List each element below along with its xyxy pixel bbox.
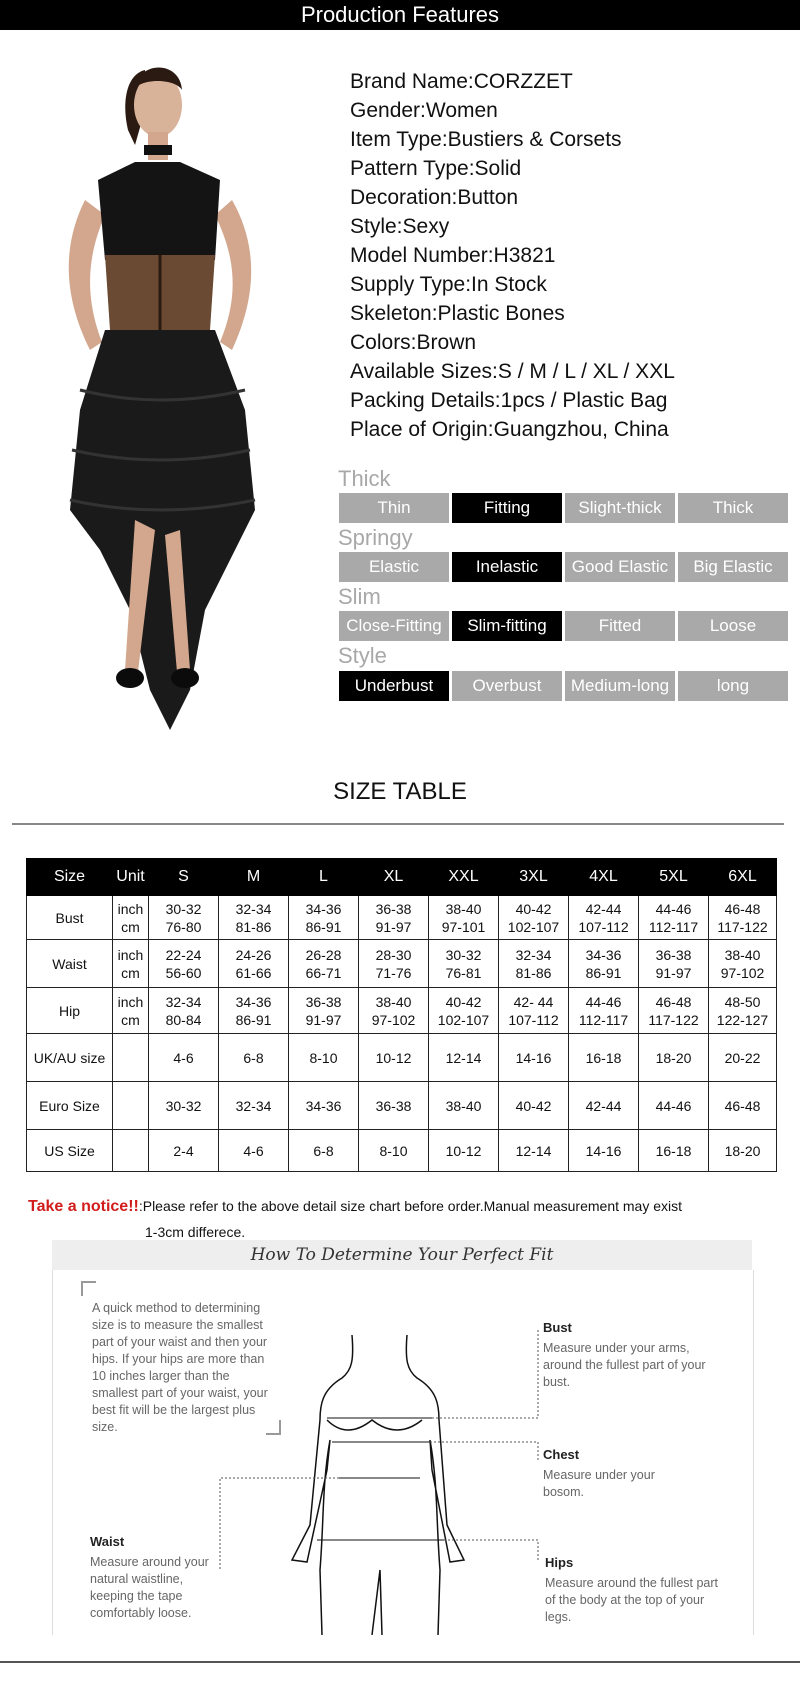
row-label: Euro Size bbox=[27, 1082, 113, 1130]
table-cell bbox=[639, 1082, 709, 1130]
bust-desc: Measure under your arms, around the fullest part of your bust. bbox=[543, 1341, 706, 1389]
feature-thick-fitting: Fitting bbox=[452, 493, 562, 523]
size-table-title: SIZE TABLE bbox=[333, 778, 467, 805]
cell-value: 61-66 bbox=[235, 964, 272, 981]
cell-value: 24-26 bbox=[235, 946, 272, 963]
cell-value: 97-102 bbox=[720, 964, 765, 981]
table-cell bbox=[639, 896, 709, 940]
header-m: M bbox=[219, 859, 289, 896]
table-cell bbox=[359, 1034, 429, 1082]
cell-value: 76-80 bbox=[165, 918, 202, 935]
notice-text: :Please refer to the above detail size chart before order.Manual measurement may exist bbox=[138, 1198, 683, 1214]
cell-value: 102-107 bbox=[507, 918, 560, 935]
cell-value: 32-34 bbox=[235, 900, 272, 917]
fit-guide-title: How To Determine Your Perfect Fit bbox=[52, 1240, 752, 1270]
feature-thick-slight-thick: Slight-thick bbox=[565, 493, 675, 523]
feature-style-long: long bbox=[678, 671, 788, 701]
cell-value: 18-20 bbox=[655, 1049, 692, 1066]
cell-value: 16-18 bbox=[655, 1142, 692, 1159]
cell-value: 86-91 bbox=[235, 1011, 272, 1028]
cell-value: 22-24 bbox=[165, 946, 202, 963]
cell-value: 10-12 bbox=[445, 1142, 482, 1159]
cell-value: 30-32 bbox=[165, 900, 202, 917]
row-label: US Size bbox=[27, 1130, 113, 1172]
cell-value: 36-38 bbox=[305, 993, 342, 1010]
row-unit bbox=[113, 1034, 149, 1082]
spec-item-type: Item Type:Bustiers & Corsets bbox=[350, 128, 622, 151]
cell-value: 32-34 bbox=[165, 993, 202, 1010]
cell-value: 107-112 bbox=[578, 918, 629, 935]
unit-label: inch bbox=[117, 993, 144, 1010]
table-cell bbox=[639, 940, 709, 988]
table-cell bbox=[359, 1130, 429, 1172]
table-cell bbox=[219, 1082, 289, 1130]
table-cell bbox=[429, 940, 499, 988]
feature-slim-fitted: Fitted bbox=[565, 611, 675, 641]
feature-slim-close-fitting: Close-Fitting bbox=[339, 611, 449, 641]
table-cell bbox=[499, 896, 569, 940]
cell-value: 56-60 bbox=[165, 964, 202, 981]
feature-style-medium-long: Medium-long bbox=[565, 671, 675, 701]
bust-label: Bust bbox=[543, 1320, 572, 1335]
cell-value: 2-4 bbox=[173, 1142, 194, 1159]
cell-value: 14-16 bbox=[515, 1049, 552, 1066]
table-cell bbox=[639, 1130, 709, 1172]
cell-value: 46-48 bbox=[655, 993, 692, 1010]
table-cell bbox=[709, 988, 777, 1034]
cell-value: 32-34 bbox=[235, 1097, 272, 1114]
feature-style-overbust: Overbust bbox=[452, 671, 562, 701]
header-l: L bbox=[289, 859, 359, 896]
cell-value: 117-122 bbox=[717, 918, 768, 935]
spec-skeleton: Skeleton:Plastic Bones bbox=[350, 302, 565, 325]
table-cell bbox=[219, 988, 289, 1034]
cell-value: 44-46 bbox=[655, 1097, 692, 1114]
table-cell bbox=[569, 1082, 639, 1130]
cell-value: 32-34 bbox=[515, 946, 552, 963]
spec-decoration: Decoration:Button bbox=[350, 186, 519, 209]
unit-label: cm bbox=[121, 964, 140, 981]
spec-origin: Place of Origin:Guangzhou, China bbox=[350, 418, 669, 441]
table-cell bbox=[709, 940, 777, 988]
cell-value: 48-50 bbox=[724, 993, 761, 1010]
cell-value: 91-97 bbox=[655, 964, 692, 981]
hips-label: Hips bbox=[545, 1555, 574, 1570]
cell-value: 34-36 bbox=[235, 993, 272, 1010]
table-row bbox=[27, 896, 777, 940]
production-features-banner: Production Features bbox=[0, 0, 800, 30]
feature-thick-thick: Thick bbox=[678, 493, 788, 523]
cell-value: 42-44 bbox=[585, 900, 622, 917]
cell-value: 30-32 bbox=[165, 1097, 202, 1114]
table-cell bbox=[359, 1082, 429, 1130]
quick-method-text: A quick method to determining size is to measure the smallest part of your waist and then your hips. If your hips are more than 10 inches larger than the smallest part of your waist, your best fit will be the largest plus size. bbox=[92, 1301, 268, 1434]
feature-title-style: Style bbox=[338, 643, 387, 668]
chest-desc: Measure under your bosom. bbox=[543, 1468, 655, 1499]
table-cell bbox=[289, 988, 359, 1034]
cell-value: 107-112 bbox=[508, 1011, 559, 1028]
divider bbox=[12, 823, 784, 825]
cell-value: 42-44 bbox=[585, 1097, 622, 1114]
row-label: Waist bbox=[27, 940, 113, 988]
table-cell bbox=[709, 896, 777, 940]
row-unit bbox=[113, 896, 149, 940]
cell-value: 12-14 bbox=[515, 1142, 552, 1159]
unit-label: inch bbox=[117, 946, 144, 963]
table-cell bbox=[429, 1130, 499, 1172]
feature-title-slim: Slim bbox=[338, 584, 381, 609]
feature-slim-loose: Loose bbox=[678, 611, 788, 641]
table-cell bbox=[499, 1082, 569, 1130]
table-cell bbox=[289, 940, 359, 988]
table-cell bbox=[149, 1130, 219, 1172]
chest-label: Chest bbox=[543, 1447, 580, 1462]
notice-warning: Take a notice!! bbox=[28, 1198, 139, 1215]
feature-springy-elastic: Elastic bbox=[339, 552, 449, 582]
table-cell bbox=[709, 1082, 777, 1130]
table-cell bbox=[429, 988, 499, 1034]
table-cell bbox=[499, 940, 569, 988]
cell-value: 112-117 bbox=[648, 918, 699, 935]
waist-label: Waist bbox=[90, 1534, 125, 1549]
unit-label: inch bbox=[117, 900, 144, 917]
cell-value: 80-84 bbox=[165, 1011, 202, 1028]
table-cell bbox=[289, 896, 359, 940]
table-cell bbox=[289, 1034, 359, 1082]
cell-value: 4-6 bbox=[243, 1142, 264, 1159]
header-xxl: XXL bbox=[429, 859, 499, 896]
cell-value: 38-40 bbox=[445, 1097, 482, 1114]
table-cell bbox=[289, 1082, 359, 1130]
table-cell bbox=[569, 896, 639, 940]
table-cell bbox=[429, 1082, 499, 1130]
product-photo bbox=[10, 50, 330, 750]
table-cell bbox=[429, 896, 499, 940]
table-cell bbox=[499, 988, 569, 1034]
cell-value: 66-71 bbox=[305, 964, 342, 981]
notice-text-2: 1-3cm differece. bbox=[145, 1224, 246, 1240]
table-row bbox=[27, 940, 777, 988]
unit-label: cm bbox=[121, 918, 140, 935]
cell-value: 28-30 bbox=[375, 946, 412, 963]
header-6xl: 6XL bbox=[709, 859, 777, 896]
table-cell bbox=[219, 1130, 289, 1172]
feature-springy-good-elastic: Good Elastic bbox=[565, 552, 675, 582]
header-3xl: 3XL bbox=[499, 859, 569, 896]
cell-value: 38-40 bbox=[445, 900, 482, 917]
cell-value: 97-101 bbox=[441, 918, 486, 935]
row-label: Bust bbox=[27, 896, 113, 940]
header-xl: XL bbox=[359, 859, 429, 896]
row-unit bbox=[113, 940, 149, 988]
cell-value: 38-40 bbox=[375, 993, 412, 1010]
product-specs bbox=[350, 67, 675, 444]
spec-colors: Colors:Brown bbox=[350, 331, 477, 354]
cell-value: 4-6 bbox=[173, 1049, 194, 1066]
cell-value: 40-42 bbox=[515, 1097, 552, 1114]
cell-value: 102-107 bbox=[437, 1011, 490, 1028]
header-5xl: 5XL bbox=[639, 859, 709, 896]
header-unit: Unit bbox=[113, 859, 149, 896]
row-unit bbox=[113, 1082, 149, 1130]
size-table-header-row bbox=[27, 859, 777, 896]
cell-value: 38-40 bbox=[724, 946, 761, 963]
cell-value: 16-18 bbox=[585, 1049, 622, 1066]
header-size: Size bbox=[27, 859, 113, 896]
cell-value: 6-8 bbox=[243, 1049, 264, 1066]
cell-value: 10-12 bbox=[375, 1049, 412, 1066]
spec-brand: Brand Name:CORZZET bbox=[350, 70, 573, 93]
cell-value: 46-48 bbox=[724, 1097, 761, 1114]
cell-value: 34-36 bbox=[585, 946, 622, 963]
feature-style-underbust: Underbust bbox=[339, 671, 449, 701]
table-cell bbox=[359, 988, 429, 1034]
table-cell bbox=[149, 1082, 219, 1130]
cell-value: 6-8 bbox=[313, 1142, 334, 1159]
table-cell bbox=[219, 896, 289, 940]
feature-slim-slim-fitting: Slim-fitting bbox=[452, 611, 562, 641]
table-cell bbox=[569, 940, 639, 988]
cell-value: 26-28 bbox=[305, 946, 342, 963]
feature-title-thick: Thick bbox=[338, 466, 391, 491]
cell-value: 18-20 bbox=[724, 1142, 761, 1159]
spec-sizes: Available Sizes:S / M / L / XL / XXL bbox=[350, 360, 675, 383]
cell-value: 44-46 bbox=[585, 993, 622, 1010]
cell-value: 42- 44 bbox=[513, 993, 554, 1010]
row-unit bbox=[113, 988, 149, 1034]
table-row bbox=[27, 988, 777, 1034]
feature-springy-inelastic: Inelastic bbox=[452, 552, 562, 582]
size-table bbox=[26, 858, 777, 1172]
table-cell bbox=[709, 1130, 777, 1172]
table-cell bbox=[149, 1034, 219, 1082]
spec-pattern-type: Pattern Type:Solid bbox=[350, 157, 522, 180]
spec-gender: Gender:Women bbox=[350, 99, 498, 122]
row-unit bbox=[113, 1130, 149, 1172]
table-cell bbox=[639, 1034, 709, 1082]
cell-value: 20-22 bbox=[724, 1049, 761, 1066]
unit-label: cm bbox=[121, 1011, 140, 1028]
cell-value: 122-127 bbox=[716, 1011, 769, 1028]
table-cell bbox=[639, 988, 709, 1034]
table-cell bbox=[149, 940, 219, 988]
table-cell bbox=[569, 1034, 639, 1082]
table-row bbox=[27, 1082, 777, 1130]
feature-title-springy: Springy bbox=[338, 525, 413, 550]
table-cell bbox=[569, 1130, 639, 1172]
header-s: S bbox=[149, 859, 219, 896]
table-row bbox=[27, 1034, 777, 1082]
cell-value: 91-97 bbox=[375, 918, 412, 935]
cell-value: 81-86 bbox=[235, 918, 272, 935]
cell-value: 12-14 bbox=[445, 1049, 482, 1066]
cell-value: 76-81 bbox=[445, 964, 482, 981]
waist-desc: Measure around your natural waistline, keeping the tape comfortably loose. bbox=[90, 1555, 209, 1620]
spec-packing: Packing Details:1pcs / Plastic Bag bbox=[350, 389, 668, 412]
cell-value: 34-36 bbox=[305, 900, 342, 917]
cell-value: 91-97 bbox=[305, 1011, 342, 1028]
cell-value: 117-122 bbox=[648, 1011, 699, 1028]
cell-value: 46-48 bbox=[724, 900, 761, 917]
row-label: UK/AU size bbox=[27, 1034, 113, 1082]
table-cell bbox=[359, 940, 429, 988]
cell-value: 40-42 bbox=[445, 993, 482, 1010]
cell-value: 81-86 bbox=[515, 964, 552, 981]
cell-value: 14-16 bbox=[585, 1142, 622, 1159]
table-cell bbox=[359, 896, 429, 940]
cell-value: 8-10 bbox=[309, 1049, 338, 1066]
cell-value: 8-10 bbox=[379, 1142, 408, 1159]
table-cell bbox=[289, 1130, 359, 1172]
cell-value: 97-102 bbox=[371, 1011, 416, 1028]
feature-thick-thin: Thin bbox=[339, 493, 449, 523]
spec-supply-type: Supply Type:In Stock bbox=[350, 273, 547, 296]
table-cell bbox=[499, 1130, 569, 1172]
row-label: Hip bbox=[27, 988, 113, 1034]
table-cell bbox=[149, 988, 219, 1034]
table-row bbox=[27, 1130, 777, 1172]
cell-value: 30-32 bbox=[445, 946, 482, 963]
feature-springy-big-elastic: Big Elastic bbox=[678, 552, 788, 582]
notice bbox=[28, 1198, 748, 1216]
hips-desc: Measure around the fullest part of the body at the top of your legs. bbox=[545, 1576, 719, 1624]
cell-value: 40-42 bbox=[515, 900, 552, 917]
table-cell bbox=[149, 896, 219, 940]
table-cell bbox=[709, 1034, 777, 1082]
cell-value: 36-38 bbox=[375, 1097, 412, 1114]
cell-value: 36-38 bbox=[375, 900, 412, 917]
cell-value: 44-46 bbox=[655, 900, 692, 917]
table-cell bbox=[569, 988, 639, 1034]
table-cell bbox=[219, 940, 289, 988]
cell-value: 86-91 bbox=[305, 918, 342, 935]
header-4xl: 4XL bbox=[569, 859, 639, 896]
cell-value: 36-38 bbox=[655, 946, 692, 963]
table-cell bbox=[429, 1034, 499, 1082]
cell-value: 86-91 bbox=[585, 964, 622, 981]
table-cell bbox=[219, 1034, 289, 1082]
table-cell bbox=[499, 1034, 569, 1082]
spec-model-number: Model Number:H3821 bbox=[350, 244, 556, 267]
cell-value: 34-36 bbox=[305, 1097, 342, 1114]
cell-value: 112-117 bbox=[578, 1011, 629, 1028]
cell-value: 71-76 bbox=[375, 964, 412, 981]
spec-style: Style:Sexy bbox=[350, 215, 450, 238]
bottom-divider bbox=[0, 1661, 800, 1663]
